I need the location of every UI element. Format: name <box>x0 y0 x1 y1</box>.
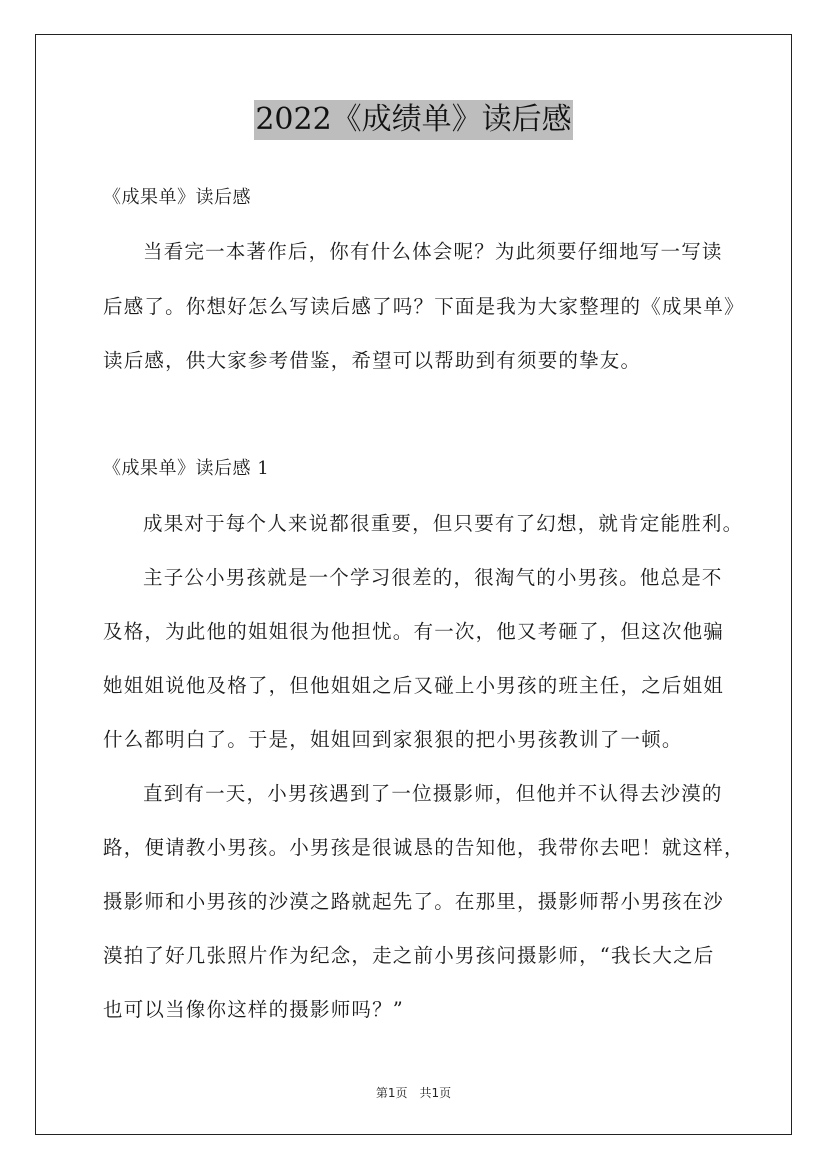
section1-line: 她姐姐说他及格了，但他姐姐之后又碰上小男孩的班主任，之后姐姐 <box>103 674 725 697</box>
document-title: 2022《成绩单》读后感 <box>254 100 572 140</box>
section1-line: 路，便请教小男孩。小男孩是很诚恳的告知他，我带你去吧！就这样， <box>103 836 745 859</box>
section1-line: 主子公小男孩就是一个学习很差的，很淘气的小男孩。他总是不 <box>143 566 723 589</box>
section1-line: 直到有一天，小男孩遇到了一位摄影师，但他并不认得去沙漠的 <box>143 782 723 805</box>
page-footer: 第1页 共1页 <box>375 1086 452 1100</box>
section1-line: 摄影师和小男孩的沙漠之路就起先了。在那里，摄影师帮小男孩在沙 <box>103 890 725 913</box>
intro-line: 后感了。你想好怎么写读后感了吗？下面是我为大家整理的《成果单》 <box>103 295 745 318</box>
section1-line: 也可以当像你这样的摄影师吗？” <box>103 998 404 1021</box>
intro-line: 读后感，供大家参考借鉴，希望可以帮助到有须要的挚友。 <box>103 349 642 372</box>
section1-line: 什么都明白了。于是，姐姐回到家狠狠的把小男孩教训了一顿。 <box>103 728 683 751</box>
section1-line: 漠拍了好几张照片作为纪念，走之前小男孩问摄影师，“我长大之后 <box>103 944 715 967</box>
section1-heading: 《成果单》读后感 1 <box>103 458 270 479</box>
intro-line: 当看完一本著作后，你有什么体会呢？为此须要仔细地写一写读 <box>143 240 723 263</box>
intro-heading: 《成果单》读后感 <box>103 187 251 208</box>
section1-line: 及格，为此他的姐姐很为他担忧。有一次，他又考砸了，但这次他骗 <box>103 620 725 643</box>
section1-line: 成果对于每个人来说都很重要，但只要有了幻想，就肯定能胜利。 <box>143 512 744 535</box>
title-container <box>0 100 827 140</box>
